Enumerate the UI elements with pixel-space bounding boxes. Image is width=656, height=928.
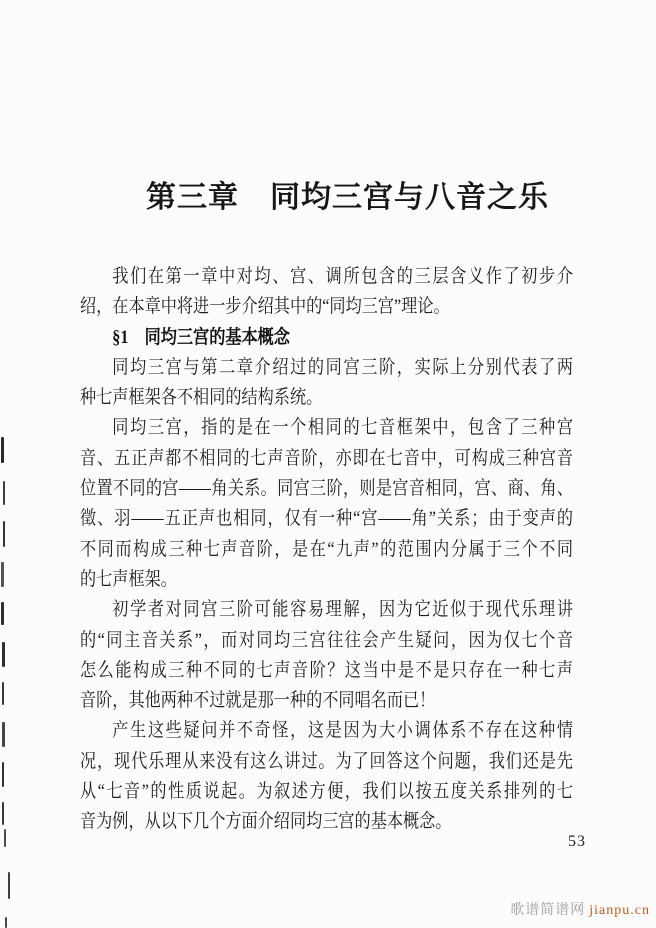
binding-mark: [1, 602, 4, 625]
binding-mark: [2, 642, 5, 667]
text-line: 我们在第一章中对均、宫、调所包含的三层含义作了初步介: [112, 266, 574, 287]
watermark-site-name: 歌谱简谱网: [510, 903, 586, 918]
binding-mark: [8, 872, 10, 899]
text-line: 况，现代乐理从来没有这么讲过。为了回答这个问题，我们还是先: [80, 750, 573, 772]
page-number: 53: [568, 833, 586, 850]
text-line: 同均三宫与第二章介绍过的同宫三阶，实际上分别代表了两: [112, 356, 574, 378]
text-line: 绍，在本章中将进一步介绍其中的“同均三宫”理论。: [80, 296, 450, 318]
binding-mark: [2, 682, 4, 705]
binding-mark: [4, 829, 6, 847]
binding-mark: [3, 481, 5, 505]
chapter-title: 第三章 同均三宫与八音之乐: [146, 181, 549, 214]
text-line: 怎么能构成三种不同的七声音阶？这当中是不是只存在一种七声: [80, 659, 573, 681]
text-line: 的七声框架。: [80, 568, 177, 590]
binding-mark: [3, 521, 5, 547]
text-line: 产生这些疑问并不奇怪，这是因为大小调体系不存在这种情: [112, 720, 574, 742]
text-line: 的“同主音关系”，而对同均三宫往往会产生疑问，因为仅七个音: [80, 629, 573, 651]
text-line: 初学者对同宫三阶可能容易理解，因为它近似于现代乐理讲: [112, 599, 574, 621]
text-line: 不同而构成三种七声音阶，是在“九声”的范围内分属于三个不同: [80, 538, 573, 560]
text-line: 同均三宫，指的是在一个相同的七音框架中，包含了三种宫: [112, 417, 574, 439]
binding-mark: [2, 762, 4, 787]
binding-mark: [2, 722, 5, 747]
body-text: [80, 262, 573, 838]
text-line: 从“七音”的性质说起。为叙述方便，我们以按五度关系排列的七: [80, 781, 573, 803]
watermark: [510, 899, 650, 919]
binding-mark: [1, 437, 4, 463]
binding-mark: [1, 562, 4, 587]
section-heading: §1 同均三宫的基本概念: [112, 326, 290, 348]
text-line: 音、五正声都不相同的七声音阶，亦即在七音中，可构成三种宫音: [80, 447, 573, 469]
text-line: 徵、羽——五正声也相同，仅有一种“宫——角”关系；由于变声的: [80, 508, 573, 530]
text-line: 位置不同的宫——角关系。同宫三阶，则是宫音相同，宫、商、角、: [80, 478, 573, 500]
text-line: 音为例，从以下几个方面介绍同均三宫的基本概念。: [80, 811, 452, 833]
binding-mark: [2, 802, 4, 825]
text-line: 种七声框架各不相同的结构系统。: [80, 387, 323, 409]
binding-mark: [5, 917, 7, 928]
text-line: 音阶，其他两种不过就是那一种的不同唱名而已！: [80, 690, 436, 712]
watermark-site-url: jianpu.cn: [589, 903, 650, 918]
